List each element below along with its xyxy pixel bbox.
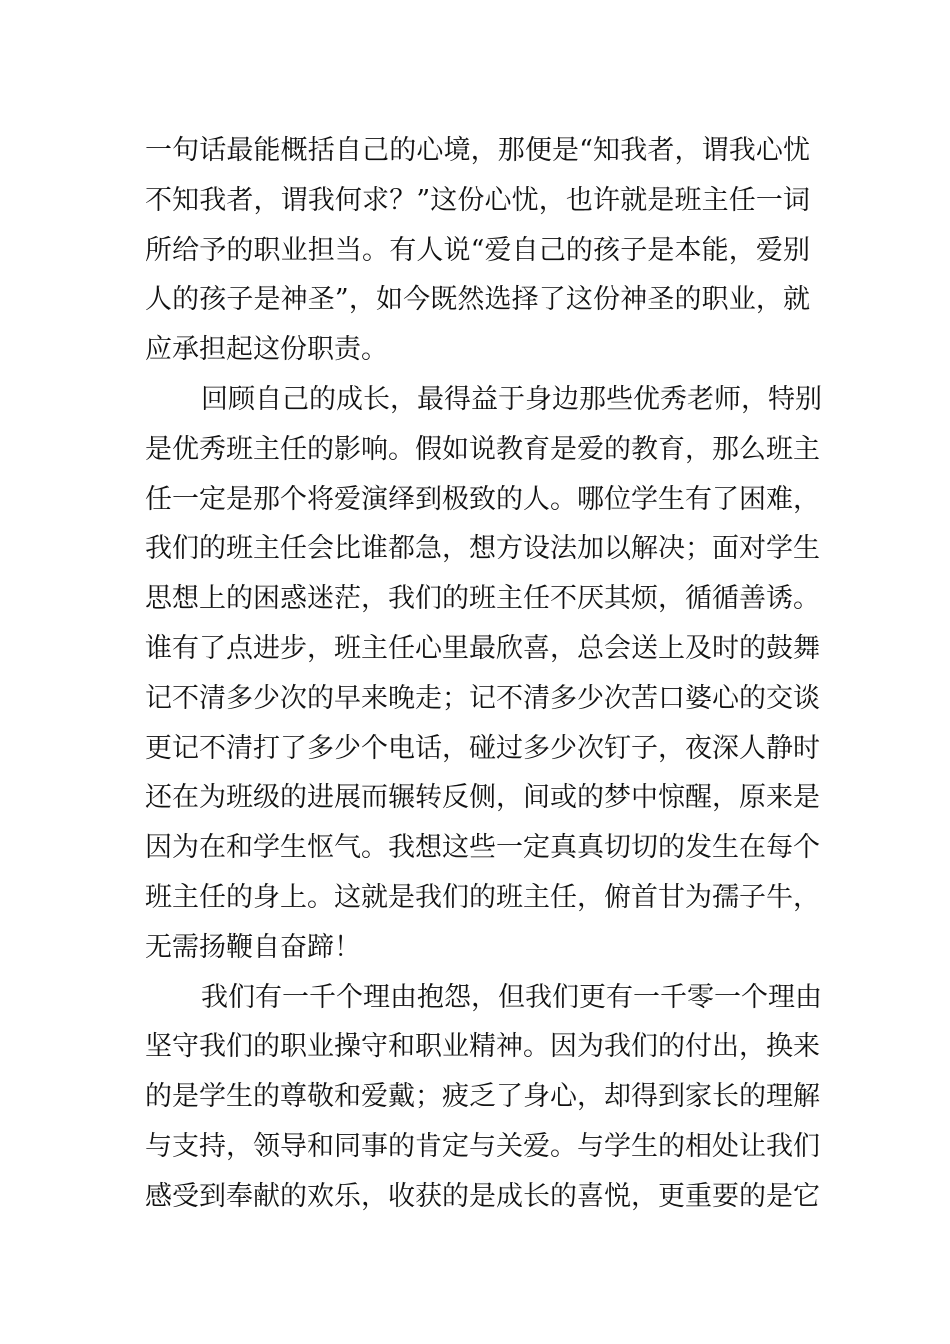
text-line: 我们的班主任会比谁都急，想方设法加以解决；面对学生 [145,533,820,565]
text-line: 更记不清打了多少个电话，碰过多少次钉子，夜深人静时 [145,732,820,764]
text-line: 感受到奉献的欢乐，收获的是成长的喜悦，更重要的是它 [145,1180,820,1212]
text-line: 记不清多少次的早来晚走；记不清多少次苦口婆心的交谈 [145,682,820,714]
text-line: 谁有了点进步，班主任心里最欣喜，总会送上及时的鼓舞 [145,632,820,664]
text-line: 所给予的职业担当。有人说“爱自己的孩子是本能，爱别 [145,234,810,266]
text-line: 任一定是那个将爱演绎到极致的人。哪位学生有了困难， [145,483,820,515]
text-line: 不知我者，谓我何求？”这份心忧，也许就是班主任一词 [145,184,810,216]
text-line: 我们有一千个理由抱怨，但我们更有一千零一个理由 [201,981,822,1013]
text-line: 与支持，领导和同事的肯定与关爱。与学生的相处让我们 [145,1130,820,1162]
text-line: 回顾自己的成长，最得益于身边那些优秀老师，特别 [201,383,822,415]
text-line: 坚守我们的职业操守和职业精神。因为我们的付出，换来 [145,1031,820,1063]
text-line: 人的孩子是神圣”，如今既然选择了这份神圣的职业，就 [145,284,810,316]
text-line: 班主任的身上。这就是我们的班主任，俯首甘为孺子牛， [145,881,820,913]
text-line: 一句话最能概括自己的心境，那便是“知我者，谓我心忧 [145,135,810,166]
text-line: 还在为班级的进展而辗转反侧，间或的梦中惊醒，原来是 [145,782,820,814]
text-line: 因为在和学生怄气。我想这些一定真真切切的发生在每个 [145,832,820,864]
text-line: 应承担起这份职责。 [145,334,388,366]
text-line: 的是学生的尊敬和爱戴；疲乏了身心，却得到家长的理解 [145,1081,820,1113]
text-line: 是优秀班主任的影响。假如说教育是爱的教育，那么班主 [145,433,820,465]
body-text [145,126,822,1222]
text-line: 无需扬鞭自奋蹄！ [145,931,361,963]
text-line: 思想上的困惑迷茫，我们的班主任不厌其烦，循循善诱。 [145,583,820,615]
